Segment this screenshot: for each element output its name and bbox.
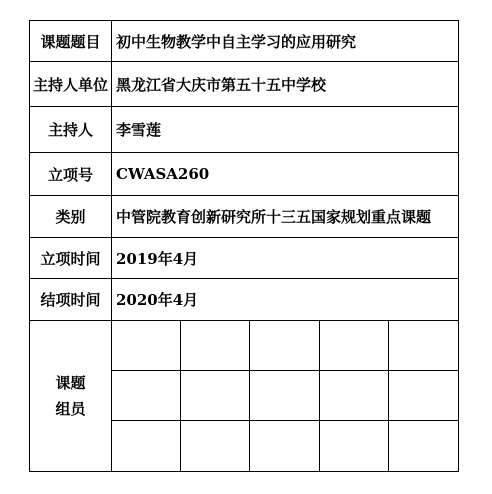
- member-cell: [320, 421, 389, 471]
- members-grid: [112, 321, 458, 471]
- member-cell: [112, 371, 181, 421]
- member-cell: [320, 371, 389, 421]
- value-approval-date: 2019年4月: [116, 249, 199, 268]
- row-approval-date: [30, 238, 458, 279]
- row-host-unit: [30, 62, 458, 107]
- row-project-number: [30, 153, 458, 196]
- member-cell: [250, 321, 319, 371]
- label-host-unit: 主持人单位: [30, 62, 112, 106]
- project-info-table: [29, 20, 459, 472]
- member-cell: [389, 371, 458, 421]
- member-cell: [250, 371, 319, 421]
- label-category: 类别: [30, 196, 112, 237]
- member-cell: [112, 321, 181, 371]
- member-cell: [181, 421, 250, 471]
- label-completion-date: 结项时间: [30, 279, 112, 320]
- label-host: 主持人: [30, 107, 112, 152]
- value-project-number: CWASA260: [116, 165, 210, 183]
- value-host-unit: 黑龙江省大庆市第五十五中学校: [116, 75, 327, 94]
- member-cell: [389, 421, 458, 471]
- value-category: 中管院教育创新研究所十三五国家规划重点课题: [116, 208, 432, 226]
- label-members-line1: 课题: [55, 374, 86, 392]
- row-category: [30, 196, 458, 238]
- label-members-line2: 组员: [55, 400, 86, 418]
- member-cell: [181, 321, 250, 371]
- row-topic-title: [30, 21, 458, 62]
- value-topic-title: 初中生物教学中自主学习的应用研究: [116, 32, 357, 51]
- label-topic-title: 课题题目: [30, 21, 112, 61]
- member-cell: [320, 321, 389, 371]
- value-host: 李雪莲: [116, 121, 162, 139]
- row-host: [30, 107, 458, 153]
- value-completion-date: 2020年4月: [116, 291, 199, 309]
- member-cell: [181, 371, 250, 421]
- label-members: [30, 321, 112, 471]
- label-approval-date: 立项时间: [30, 238, 112, 278]
- label-project-number: 立项号: [30, 153, 112, 195]
- row-completion-date: [30, 279, 458, 321]
- row-members: [30, 321, 458, 471]
- member-cell: [389, 321, 458, 371]
- member-cell: [112, 421, 181, 471]
- member-cell: [250, 421, 319, 471]
